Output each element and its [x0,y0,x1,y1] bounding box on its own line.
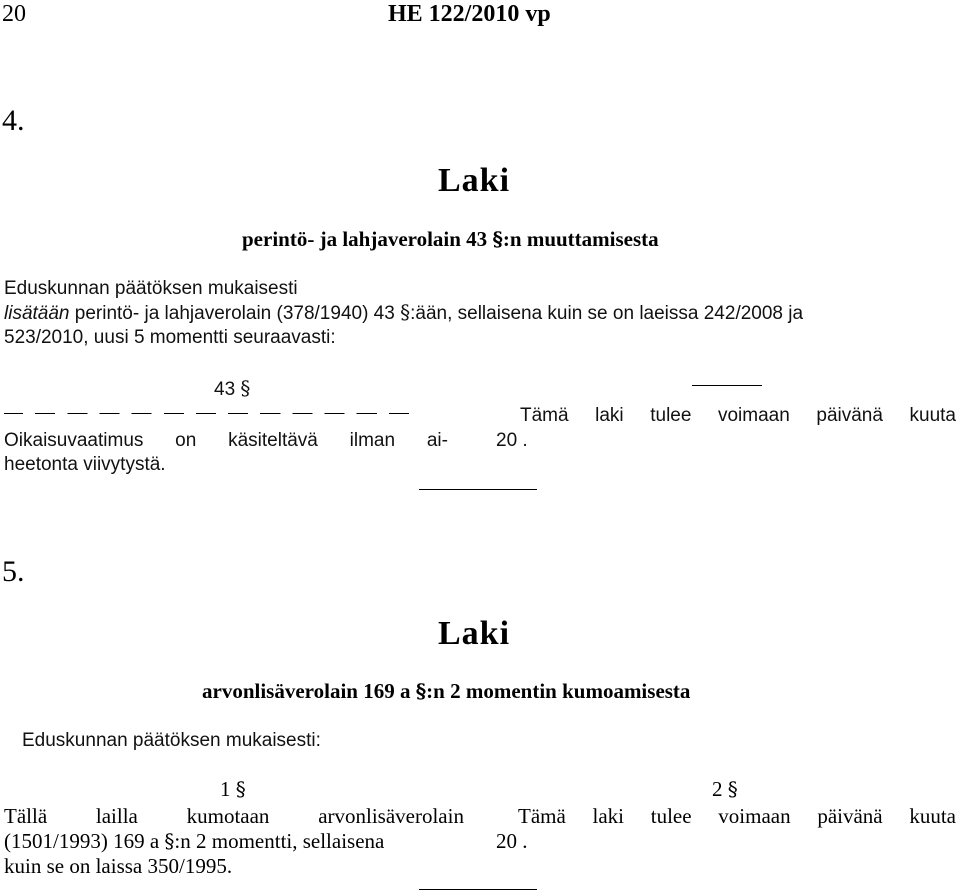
paragraph-number-1: 1 § [220,777,246,801]
paragraph-number-43: 43 § [214,376,251,400]
enacting-clause-5: Eduskunnan päätöksen mukaisesti: [22,730,321,751]
entry-into-force-line-1: Tämä laki tulee voimaan päivänä kuuta [518,804,956,828]
section-number-4: 4. [2,104,25,137]
omission-dashes [4,413,418,414]
section-number-5: 5. [2,555,25,588]
right-text-line-1: Tämä laki tulee voimaan päivänä kuuta [520,405,956,426]
intro-line-1: lisätään perintö- ja lahjaverolain (378/1940) 43 §:ään, sellaisena kuin se on laeissa 242/2008 ja [4,300,804,324]
paragraph-number-2: 2 § [712,777,738,801]
divider-rule [692,385,762,386]
left-text-line-2: heetonta viivytystä. [4,454,166,475]
page-number: 20 [2,1,26,27]
section-sign-icon: § [492,227,503,251]
law-title-5: Laki [438,615,511,652]
law-title-4: Laki [438,162,511,199]
law-subtitle-5: arvonlisäverolain 169 a §:n 2 momentin kumoamisesta [202,679,691,703]
repeal-text-line-1: Tällä lailla kumotaan arvonlisäverolain [4,804,464,828]
end-rule-5 [419,889,537,890]
end-rule-4 [419,489,537,490]
entry-into-force-line-2: 20 . [496,829,528,853]
intro-line-2: 523/2010, uusi 5 momentti seuraavasti: [4,327,336,348]
document-id: HE 122/2010 vp [388,1,551,27]
repeal-text-line-2: (1501/1993) 169 a §:n 2 momentti, sellaisena [4,829,385,853]
right-text-line-2: 20 . [496,430,528,451]
repeal-text-line-3: kuin se on laissa 350/1995. [4,854,233,878]
law-subtitle-4: perintö- ja lahjaverolain 43 §:n muuttamisesta [242,227,659,251]
enacting-clause-4: Eduskunnan päätöksen mukaisesti [4,278,298,299]
left-text-line-1: Oikaisuvaatimus on käsiteltävä ilman ai- [4,430,448,451]
